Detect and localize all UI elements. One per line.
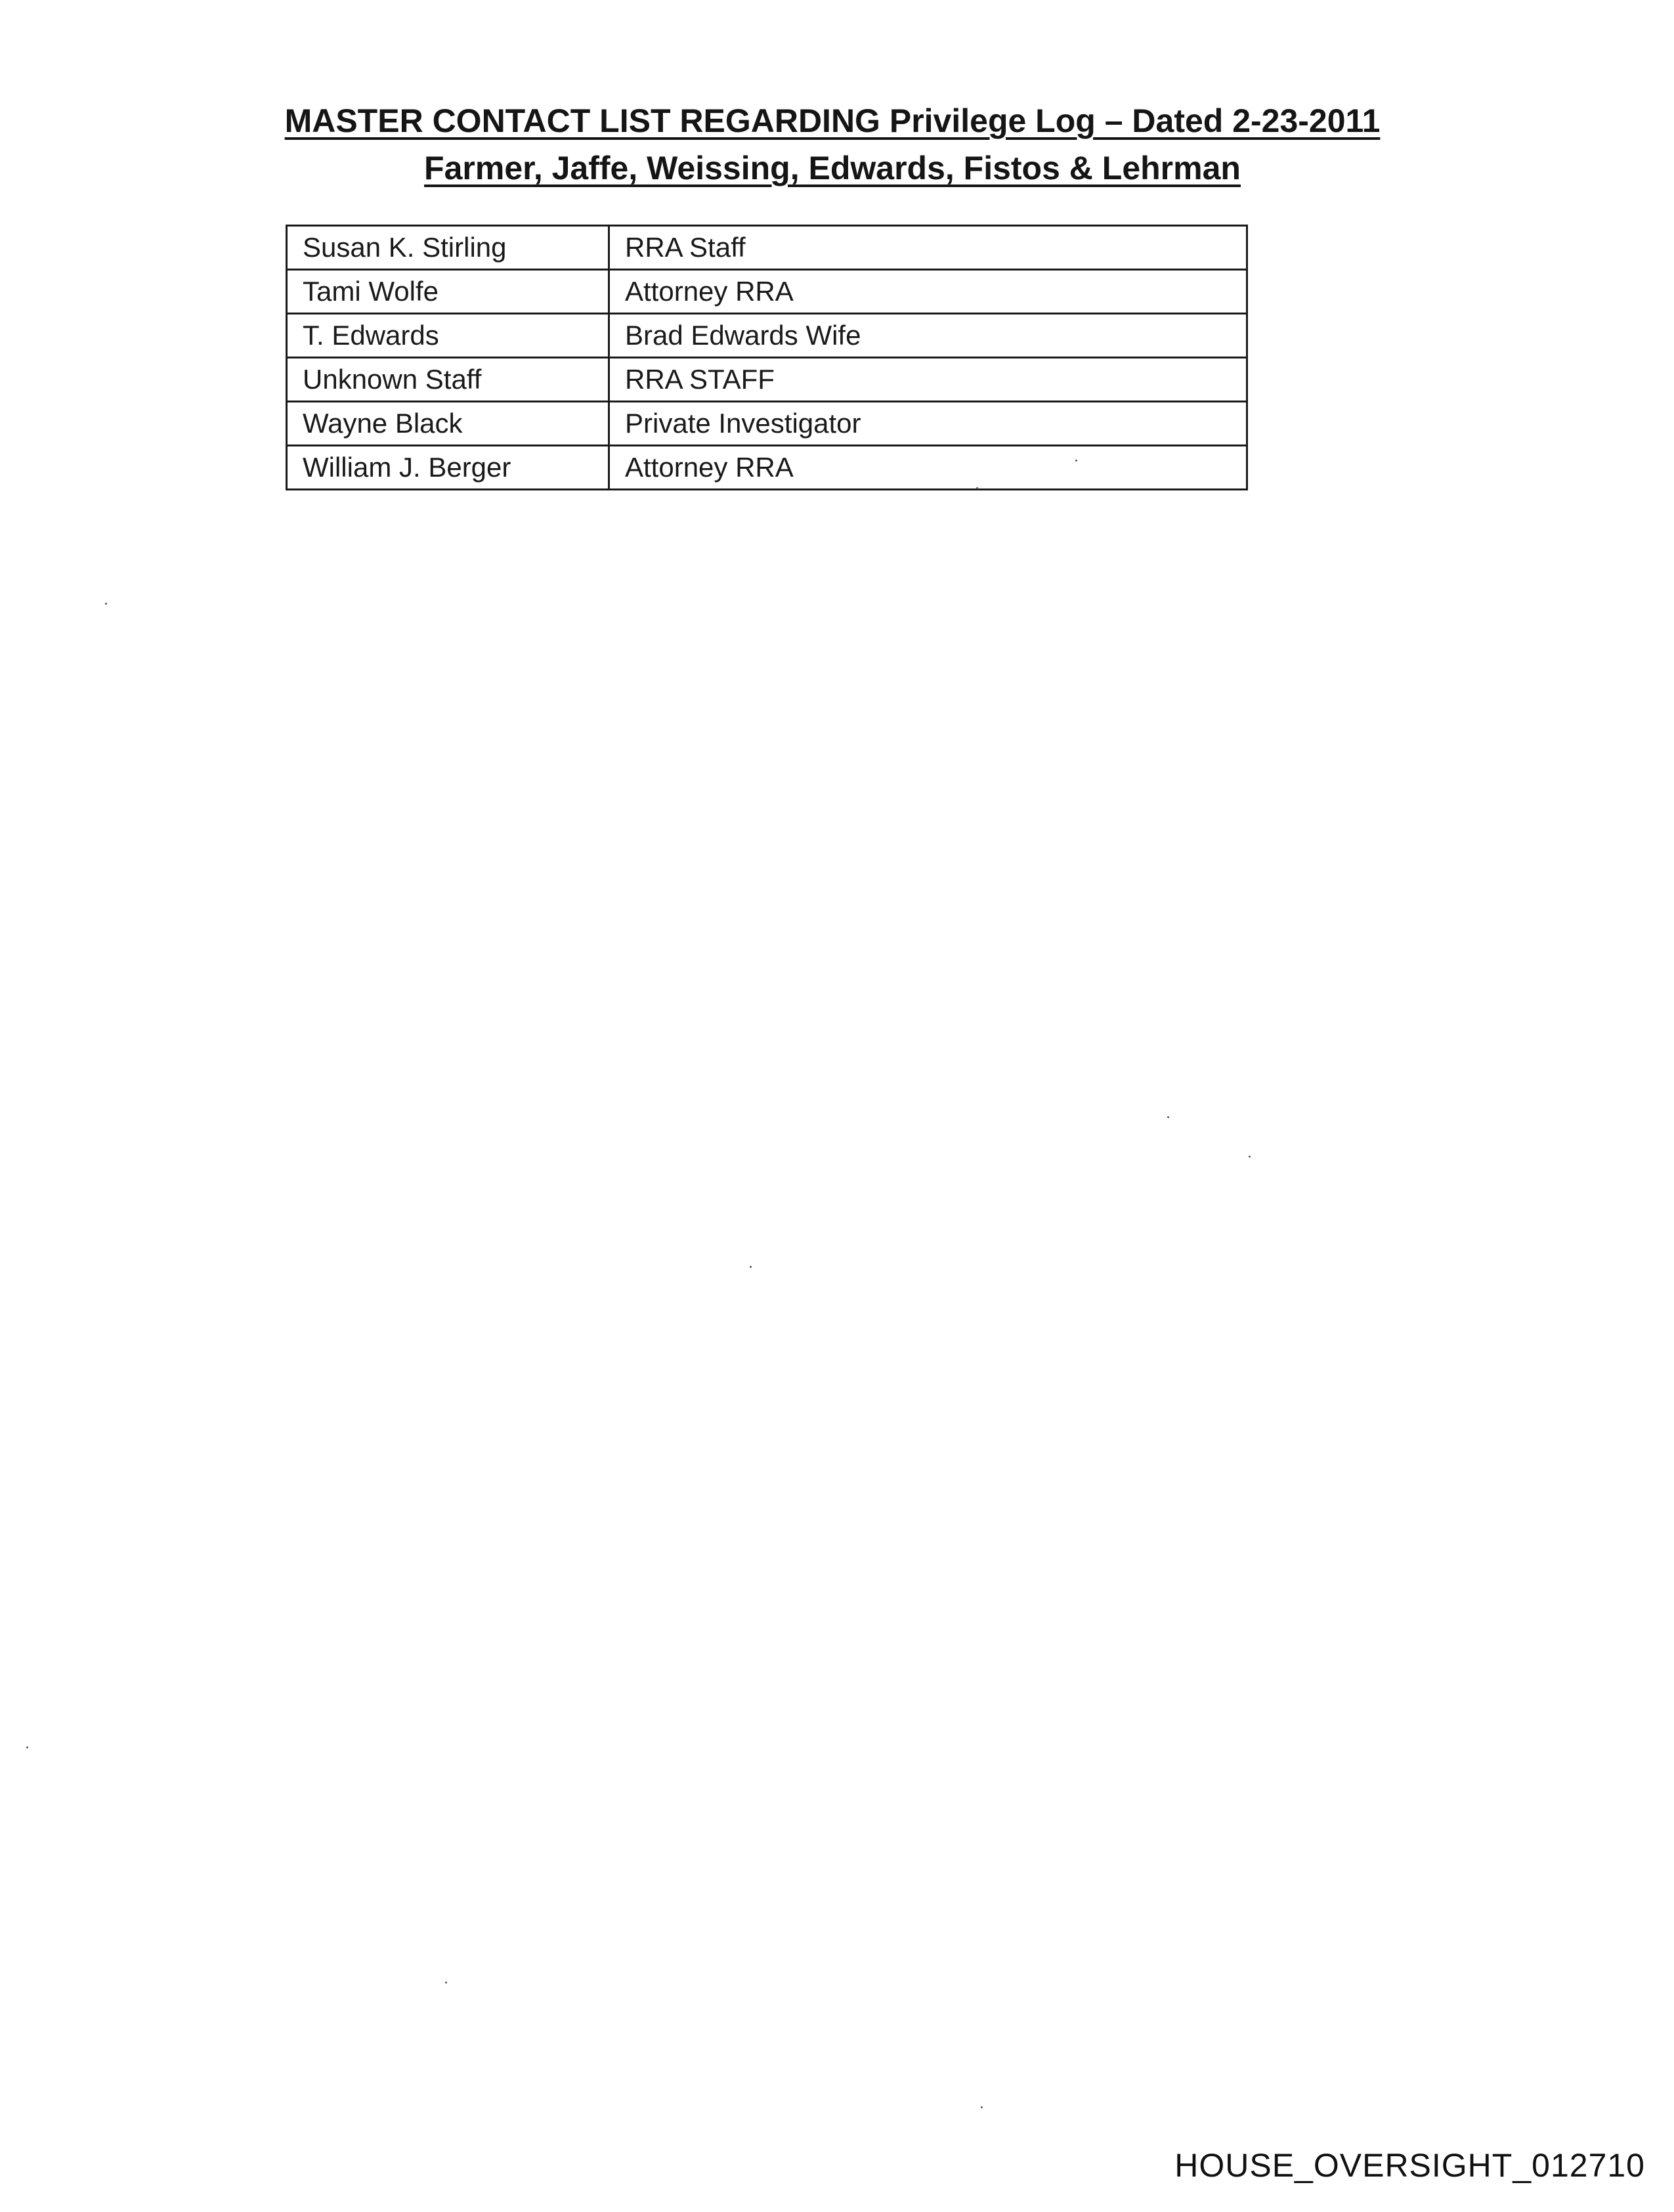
contact-role-cell: Attorney RRA: [609, 446, 1247, 490]
scan-speck: [976, 487, 978, 489]
contact-role-cell: RRA Staff: [609, 226, 1247, 270]
scan-speck: [1075, 460, 1077, 462]
table-row: [287, 358, 1247, 402]
scan-speck: [26, 1746, 28, 1748]
table-row: [287, 402, 1247, 446]
table-row: [287, 270, 1247, 314]
contact-role-cell: Brad Edwards Wife: [609, 314, 1247, 358]
scan-speck: [1249, 1156, 1251, 1158]
contact-role-cell: RRA STAFF: [609, 358, 1247, 402]
scan-speck: [981, 2106, 983, 2108]
contact-name-cell: Tami Wolfe: [287, 270, 609, 314]
table-row: [287, 446, 1247, 490]
bates-number: HOUSE_OVERSIGHT_012710: [1174, 2147, 1645, 2184]
document-subtitle: Farmer, Jaffe, Weissing, Edwards, Fistos & Lehrman: [424, 150, 1241, 186]
contact-role-cell: Private Investigator: [609, 402, 1247, 446]
table-row: [287, 314, 1247, 358]
contact-name-cell: T. Edwards: [287, 314, 609, 358]
scan-speck: [105, 603, 107, 605]
table-row: [287, 226, 1247, 270]
contact-role-cell: Attorney RRA: [609, 270, 1247, 314]
scan-speck: [1167, 1116, 1169, 1118]
scan-speck: [445, 1982, 447, 1984]
contact-name-cell: Unknown Staff: [287, 358, 609, 402]
contact-table: [286, 225, 1248, 490]
contact-name-cell: William J. Berger: [287, 446, 609, 490]
document-title-block: [197, 97, 1468, 192]
scan-speck: [750, 1266, 752, 1268]
document-title: MASTER CONTACT LIST REGARDING Privilege Log – Dated 2-23-2011: [284, 102, 1381, 139]
contact-name-cell: Wayne Black: [287, 402, 609, 446]
contact-name-cell: Susan K. Stirling: [287, 226, 609, 270]
